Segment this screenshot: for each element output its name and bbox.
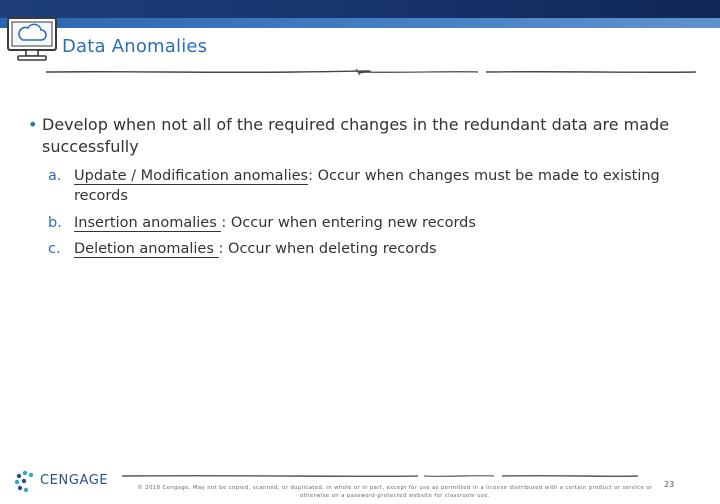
header-band-accent: [0, 18, 720, 28]
page-number: 23: [664, 480, 675, 489]
list-letter: c.: [48, 241, 61, 257]
main-bullet: [28, 114, 698, 158]
cengage-logo-icon: [14, 470, 36, 492]
anomaly-description: : Occur when entering new records: [221, 215, 476, 231]
title-divider: [46, 68, 696, 76]
list-letter: a.: [48, 168, 62, 184]
cloud-monitor-icon: [6, 14, 58, 66]
list-item-update: [48, 166, 698, 206]
list-item-deletion: [48, 239, 698, 259]
list-item-body: [74, 166, 698, 206]
anomaly-description: : Occur when deleting records: [218, 241, 437, 257]
logo-text: CENGAGE: [40, 473, 109, 488]
copyright-notice: © 2018 Cengage. May not be copied, scanned, or duplicated, in whole or in part, except for use as permitted in a license distributed with a certain product or service or otherwise on a password-protected website for classroom use.: [137, 485, 653, 499]
bullet-text: Develop when not all of the required changes in the redundant data are made successfully: [42, 115, 670, 156]
slide-title: Data Anomalies: [62, 36, 208, 57]
cengage-logo: [14, 470, 114, 492]
list-item-body: [74, 239, 698, 259]
anomaly-term: Update / Modification anomalies: [74, 168, 309, 184]
anomaly-term: Deletion anomalies: [74, 241, 219, 257]
anomaly-description: : Occur when changes must be made to existing records: [74, 168, 660, 204]
bullet-dot: •: [28, 115, 38, 134]
list-letter: b.: [48, 215, 62, 231]
anomaly-term: Insertion anomalies: [74, 215, 222, 231]
list-item-insertion: [48, 213, 698, 233]
list-item-body: [74, 213, 698, 233]
footer-divider: [122, 472, 642, 480]
